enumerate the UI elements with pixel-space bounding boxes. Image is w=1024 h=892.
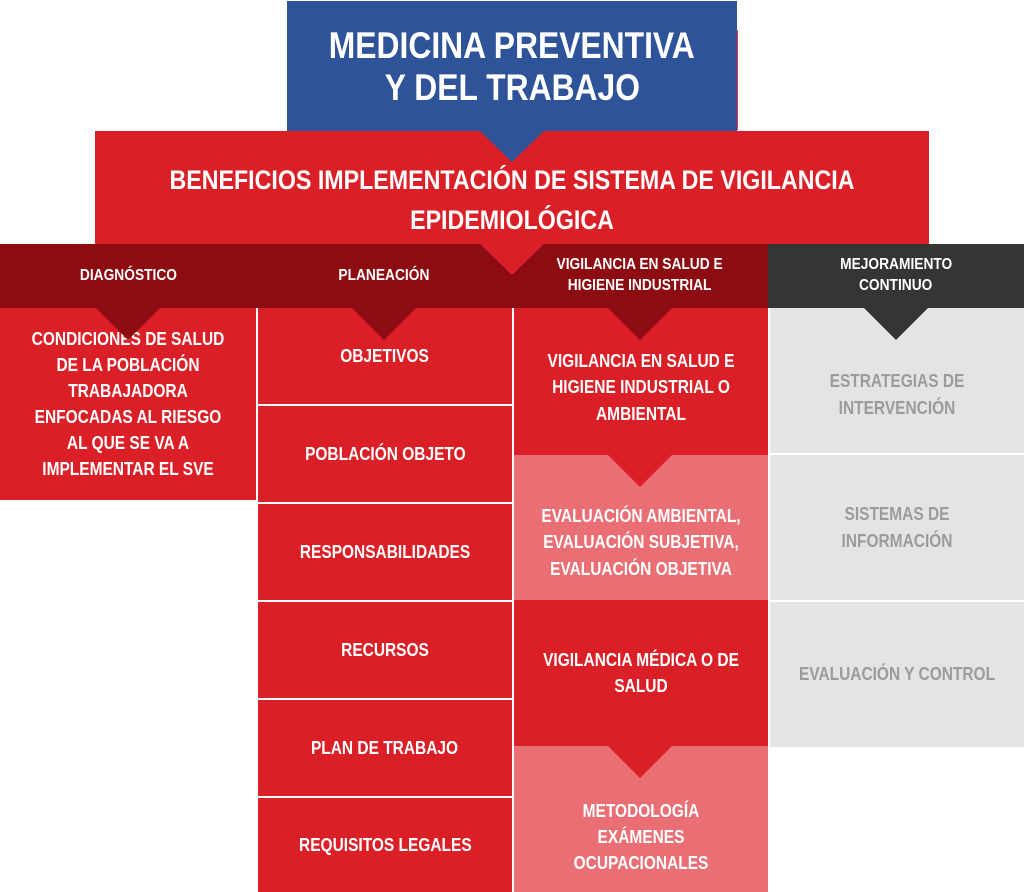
- planeacion-item-recursos: RECURSOS: [256, 602, 512, 700]
- vigilancia-pointer-2: [608, 455, 672, 487]
- vigilancia-item-medica: VIGILANCIA MÉDICA O DE SALUD: [512, 600, 768, 746]
- banner-text: BENEFICIOS IMPLEMENTACIÓN DE SISTEMA DE VIGILANCIA EPIDEMIOLÓGICA: [169, 165, 855, 235]
- header-mejoramiento: MEJORAMIENTO CONTINUO: [768, 244, 1024, 308]
- title-line-1: MEDICINA PREVENTIVA: [329, 25, 695, 67]
- vigilancia-item-examenes: METODOLOGÍA EXÁMENES OCUPACIONALES: [512, 746, 768, 892]
- planeacion-item-objetivos: OBJETIVOS: [256, 308, 512, 406]
- vigilancia-pointer-1: [608, 308, 672, 340]
- planeacion-item-poblacion: POBLACIÓN OBJETO: [256, 406, 512, 504]
- planeacion-item-requisitos: REQUISITOS LEGALES: [256, 798, 512, 892]
- mejoramiento-item-evaluacion: EVALUACIÓN Y CONTROL: [768, 602, 1024, 747]
- mejoramiento-pointer: [864, 308, 928, 340]
- title-line-2: Y DEL TRABAJO: [384, 66, 640, 108]
- diagnostico-pointer: [96, 308, 160, 340]
- header-diagnostico: DIAGNÓSTICO: [0, 244, 256, 308]
- vigilancia-item-higiene: VIGILANCIA EN SALUD E HIGIENE INDUSTRIAL O AMBIENTAL: [512, 308, 768, 455]
- vigilancia-item-evaluacion: EVALUACIÓN AMBIENTAL, EVALUACIÓN SUBJETIVA, EVALUACIÓN OBJETIVA: [512, 455, 768, 600]
- title-box: [287, 1, 737, 132]
- header-planeacion: PLANEACIÓN: [256, 244, 512, 308]
- planeacion-item-responsabilidades: RESPONSABILIDADES: [256, 504, 512, 602]
- title-pointer: [480, 131, 544, 162]
- diagnostico-item: CONDICIONES DE SALUD DE LA POBLACIÓN TRABAJADORA ENFOCADAS AL RIESGO AL QUE SE VA A IMPLEMENTAR EL SVE: [0, 308, 256, 500]
- mejoramiento-item-sistemas: SISTEMAS DE INFORMACIÓN: [768, 455, 1024, 602]
- planeacion-item-plan: PLAN DE TRABAJO: [256, 700, 512, 798]
- mejoramiento-item-estrategias: ESTRATEGIAS DE INTERVENCIÓN: [768, 308, 1024, 455]
- header-vigilancia: VIGILANCIA EN SALUD E HIGIENE INDUSTRIAL: [512, 244, 768, 308]
- vigilancia-pointer-3: [608, 746, 672, 778]
- planeacion-pointer: [352, 308, 416, 340]
- banner-pointer: [480, 244, 544, 275]
